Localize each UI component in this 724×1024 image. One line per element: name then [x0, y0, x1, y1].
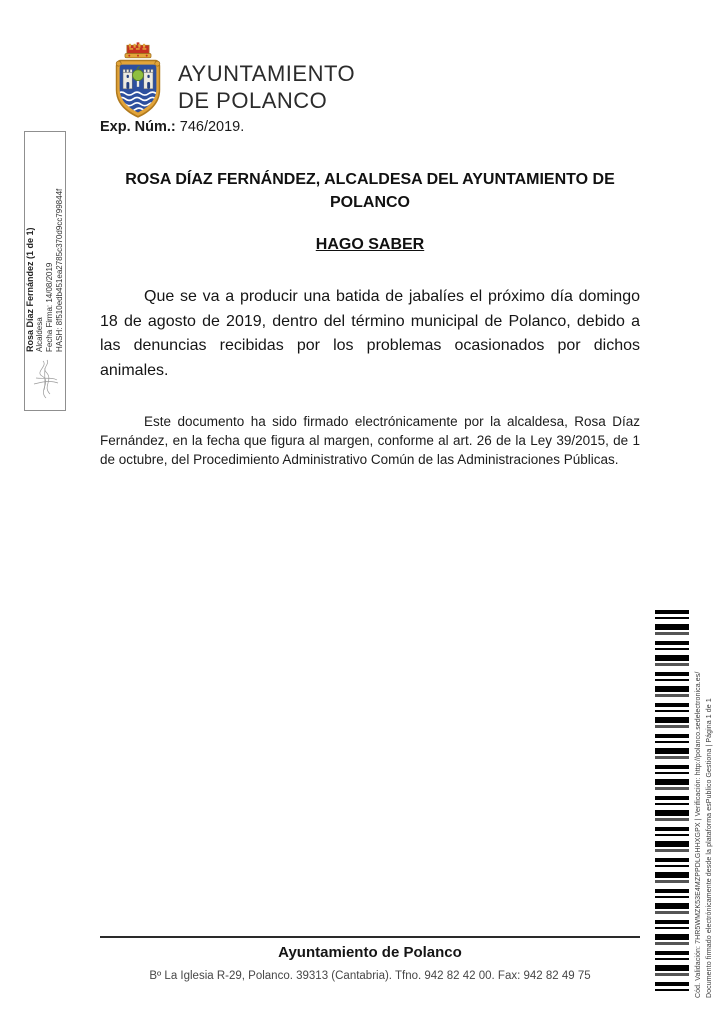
footer-org-title: Ayuntamiento de Polanco — [278, 944, 462, 961]
expediente-number — [100, 119, 244, 135]
gestiona-platform-line: Documento firmado electrónicamente desde la plataforma esPublico Gestiona | Página 1 de 1 — [706, 698, 713, 998]
document-subtitle: HAGO SABER — [315, 236, 425, 253]
barcode — [655, 610, 689, 996]
document-title: ROSA DÍAZ FERNÁNDEZ, ALCALDESA DEL AYUNTAMIENTO DE POLANCO — [125, 171, 615, 211]
validation-code-line: Cód. Validación: 7HR5WMZK53E4MZPPDLGHHXGPX | Verificación: http://polanco.sedelectronica.es/ — [695, 671, 702, 998]
signature-margin-text — [25, 132, 65, 410]
footer-address: Bº La Iglesia R-29, Polanco. 39313 (Cantabria). Tfno. 942 82 42 00. Fax: 942 82 49 75 — [149, 970, 591, 982]
expediente-value: 746/2019. — [175, 119, 245, 135]
expediente-label: Exp. Núm.: — [100, 119, 176, 135]
verification-margin-text — [693, 608, 719, 998]
electronic-signature-notice: Este documento ha sido firmado electrónicamente por la alcaldesa, Rosa Díaz Fernández, en la fecha que figura al margen, conforme al art. 26 de la Ley 39/2015, de 1 de octubre, del Procedimiento Administrativo Común de las Administraciones Públicas. — [100, 414, 640, 467]
signature-scribble-icon — [28, 358, 62, 404]
org-name-line1: AYUNTAMIENTO — [178, 61, 356, 86]
polanco-coat-of-arms-icon — [109, 42, 167, 122]
signature-date: Fecha Firma: 14/08/2019 — [45, 262, 54, 352]
signature-margin-box — [24, 131, 66, 411]
org-name — [178, 60, 355, 114]
footer-divider — [100, 936, 640, 938]
signer-name: Rosa Díaz Fernández (1 de 1) — [25, 227, 35, 352]
org-name-line2: DE POLANCO — [178, 88, 328, 113]
signature-hash: HASH: 8f510edb451ea2785c370d9cc799844f — [55, 188, 64, 352]
signer-role: Alcaldesa — [35, 317, 44, 352]
announcement-paragraph: Que se va a producir una batida de jabalíes el próximo día domingo 18 de agosto de 2019, dentro del término municipal de Polanco, debido a las denuncias recibidas por los problemas ocasionados por dichos animales. — [100, 288, 640, 379]
